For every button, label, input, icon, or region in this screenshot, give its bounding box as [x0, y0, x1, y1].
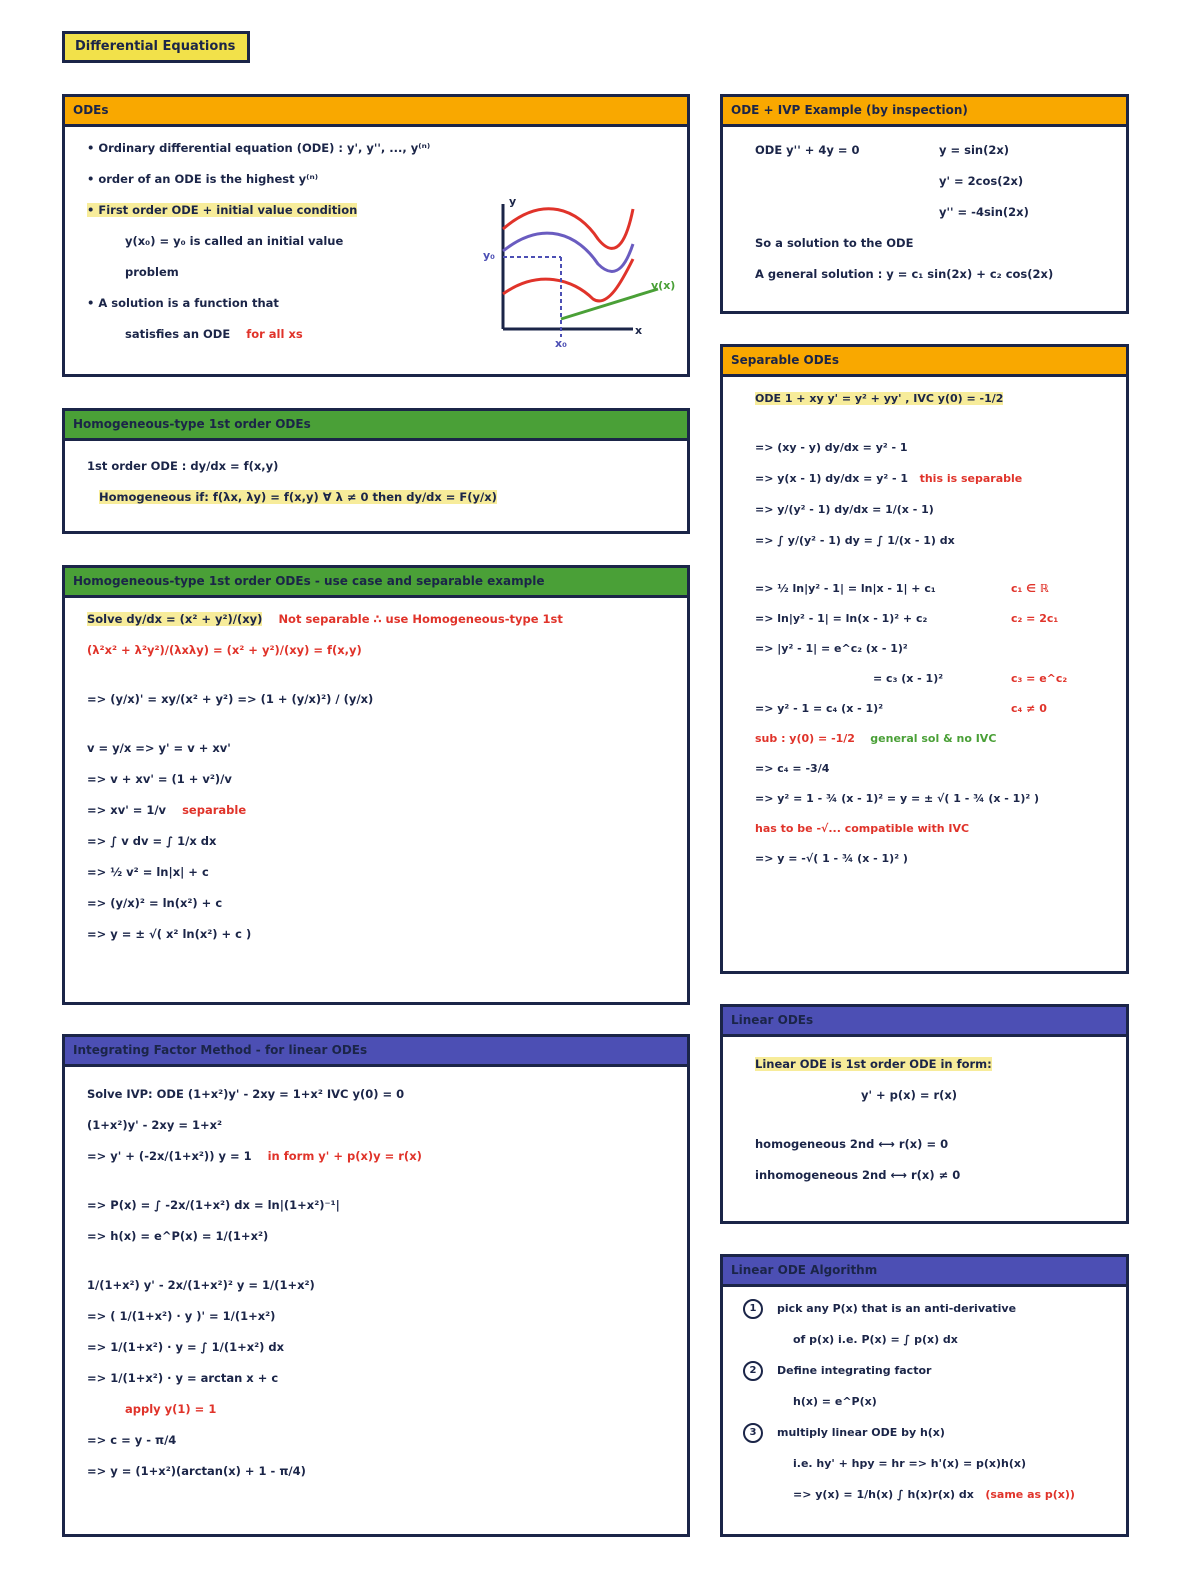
homogeneous-card — [62, 408, 690, 534]
step-number: 3 — [743, 1423, 763, 1443]
ivp-y: y = sin(2x) — [939, 143, 1010, 157]
example-line: => ∫ v dv = ∫ 1/x dx — [87, 834, 217, 848]
algorithm-header: Linear ODE Algorithm — [723, 1257, 1126, 1287]
if-line: => ( 1/(1+x²) · y )' = 1/(1+x²) — [87, 1309, 276, 1323]
if-line: => h(x) = e^P(x) = 1/(1+x²) — [87, 1229, 269, 1243]
spacer — [87, 666, 677, 684]
sub-note: sub : y(0) = -1/2 — [755, 732, 855, 745]
spacer — [87, 1172, 677, 1190]
example-line: => y = ± √( x² ln(x²) + c ) — [87, 927, 252, 941]
linear-card — [720, 1004, 1129, 1224]
solution-curves-graph — [483, 159, 693, 349]
general-note: general sol & no IVC — [870, 732, 997, 745]
sep-line: => y/(y² - 1) dy/dx = 1/(x - 1) — [755, 503, 934, 516]
y0-label: y₀ — [483, 249, 495, 262]
homog-line: 1st order ODE : dy/dx = f(x,y) — [87, 459, 279, 473]
sep-text: => ½ ln|y² - 1| = ln|x - 1| + c₁ — [755, 582, 936, 595]
green-line — [561, 289, 658, 319]
spacer — [87, 1252, 677, 1270]
solve-eq: Solve dy/dx = (x² + y²)/(xy) — [87, 612, 263, 626]
odes-line: • Ordinary differential equation (ODE) : y', y'', ..., y⁽ⁿ⁾ — [87, 141, 431, 155]
if-line: => 1/(1+x²) · y = ∫ 1/(1+x²) dx — [87, 1340, 285, 1354]
if-line: => y = (1+x²)(arctan(x) + 1 - π/4) — [87, 1464, 306, 1478]
this-is-separable: this is separable — [919, 472, 1023, 485]
ode-ivp-card — [720, 94, 1129, 314]
algorithm-body — [723, 1287, 1126, 1514]
ivp-line: A general solution : y = c₁ sin(2x) + c₂ cos(2x) — [755, 267, 1054, 281]
sep-line: => ∫ y/(y² - 1) dy = ∫ 1/(x - 1) dx — [755, 534, 955, 547]
algo-line — [743, 1355, 1116, 1386]
sep-line: => c₄ = -3/4 — [755, 762, 830, 775]
homog-example-header: Homogeneous-type 1st order ODEs - use case and separable example — [65, 568, 687, 598]
algo-line: h(x) = e^P(x) — [793, 1395, 877, 1408]
algo-text: multiply linear ODE by h(x) — [777, 1426, 945, 1439]
apply-note: apply y(1) = 1 — [125, 1402, 217, 1416]
ivp-line: So a solution to the ODE — [755, 236, 914, 250]
if-line: => P(x) = ∫ -2x/(1+x²) dx = ln|(1+x²)⁻¹| — [87, 1198, 340, 1212]
sep-line: => |y² - 1| = e^c₂ (x - 1)² — [755, 642, 908, 655]
sep-line — [755, 463, 1116, 494]
for-all-xs: for all xs — [246, 327, 303, 341]
homog-line — [87, 482, 677, 513]
integrating-body — [65, 1067, 687, 1491]
algorithm-card — [720, 1254, 1129, 1537]
not-separable: Not separable ∴ use Homogeneous-type 1st — [278, 612, 563, 626]
ivp-ypp: y'' = -4sin(2x) — [939, 205, 1029, 219]
c4-note: c₄ ≠ 0 — [1011, 702, 1047, 715]
c1-note: c₁ ∈ ℝ — [1011, 582, 1049, 595]
ivp-line — [755, 135, 1116, 166]
yx-label: y(x) — [651, 279, 676, 292]
in-form-note: in form y' + p(x)y = r(x) — [267, 1149, 422, 1163]
sep-ode: ODE 1 + xy y' = y² + yy' , IVC y(0) = -1/2 — [755, 392, 1004, 405]
algo-text: pick any P(x) that is an anti-derivative — [777, 1302, 1017, 1315]
sep-line — [755, 574, 1116, 604]
sep-line — [755, 604, 1116, 634]
if-line-text: => y' + (-2x/(1+x²)) y = 1 — [87, 1149, 252, 1163]
if-line: => c = y - π/4 — [87, 1433, 177, 1447]
example-line: => (y/x)' = xy/(x² + y²) => (1 + (y/x)²) / (y/x) — [87, 692, 374, 706]
sep-text: = c₃ (x - 1)² — [873, 672, 944, 685]
algo-line — [743, 1479, 1116, 1510]
algo-text: Define integrating factor — [777, 1364, 932, 1377]
if-line: (1+x²)y' - 2xy = 1+x² — [87, 1118, 223, 1132]
red-curve-lower — [503, 259, 633, 301]
sep-line — [755, 694, 1116, 724]
odes-line: y(x₀) = y₀ is called an initial value — [125, 234, 344, 248]
odes-card — [62, 94, 690, 377]
spacer — [87, 715, 677, 733]
sep-text: => ln|y² - 1| = ln(x - 1)² + c₂ — [755, 612, 928, 625]
linear-form: y' + p(x) = r(x) — [861, 1088, 958, 1102]
odes-line: • A solution is a function that — [87, 296, 279, 310]
page-title: Differential Equations — [62, 31, 250, 63]
sep-line — [755, 664, 1116, 694]
integrating-card — [62, 1034, 690, 1537]
sep-line — [755, 724, 1116, 754]
homog-example-card — [62, 565, 690, 1005]
if-line: 1/(1+x²) y' - 2x/(1+x²)² y = 1/(1+x²) — [87, 1278, 315, 1292]
homog-example-body — [65, 598, 687, 954]
c2-note: c₂ = 2c₁ — [1011, 612, 1059, 625]
if-line: => 1/(1+x²) · y = arctan x + c — [87, 1371, 279, 1385]
sep-line — [755, 383, 1116, 414]
linear-line: inhomogeneous 2nd ⟷ r(x) ≠ 0 — [755, 1168, 961, 1182]
algo-line: i.e. hy' + hpy = hr => h'(x) = p(x)h(x) — [793, 1457, 1026, 1470]
scaled-line: (λ²x² + λ²y²)/(λxλy) = (x² + y²)/(xy) = f(x,y) — [87, 643, 362, 657]
algo-text: => y(x) = 1/h(x) ∫ h(x)r(x) dx — [793, 1488, 974, 1501]
sep-line: => (xy - y) dy/dx = y² - 1 — [755, 441, 908, 454]
homogeneous-header: Homogeneous-type 1st order ODEs — [65, 411, 687, 441]
homogeneous-body — [65, 441, 687, 517]
if-line — [87, 1141, 677, 1172]
ode-ivp-header: ODE + IVP Example (by inspection) — [723, 97, 1126, 127]
odes-line: • order of an ODE is the highest y⁽ⁿ⁾ — [87, 172, 319, 186]
ivp-line — [755, 197, 1116, 228]
algo-line — [743, 1293, 1116, 1324]
sep-text: => y(x - 1) dy/dx = y² - 1 — [755, 472, 909, 485]
example-line — [87, 795, 677, 826]
linear-line — [755, 1080, 1116, 1111]
ode-ivp-body — [723, 127, 1126, 294]
example-line: => (y/x)² = ln(x²) + c — [87, 896, 223, 910]
x0-label: x₀ — [555, 337, 567, 349]
ivp-yp: y' = 2cos(2x) — [939, 174, 1024, 188]
has-to-be-note: has to be -√... compatible with IVC — [755, 822, 970, 835]
purple-curve — [503, 233, 633, 271]
odes-header: ODEs — [65, 97, 687, 127]
c3-note: c₃ = e^c₂ — [1011, 672, 1068, 685]
example-line: v = y/x => y' = v + xv' — [87, 741, 231, 755]
spacer — [755, 556, 1116, 574]
linear-header: Linear ODEs — [723, 1007, 1126, 1037]
x-axis-label: x — [635, 324, 643, 337]
highlight: • First order ODE + initial value condition — [87, 203, 358, 217]
ivp-line — [755, 166, 1116, 197]
same-as-note: (same as p(x)) — [985, 1488, 1075, 1501]
solve-line — [87, 604, 677, 635]
example-line-text: => xv' = 1/v — [87, 803, 167, 817]
separable-header: Separable ODEs — [723, 347, 1126, 377]
homog-def: Homogeneous if: f(λx, λy) = f(x,y) ∀ λ ≠ 0 then dy/dx = F(y/x) — [99, 490, 497, 504]
spacer — [755, 414, 1116, 432]
step-number: 1 — [743, 1299, 763, 1319]
linear-line — [755, 1049, 1116, 1080]
odes-line: problem — [125, 265, 179, 279]
separable-note: separable — [182, 803, 247, 817]
sep-line: => y² = 1 - ¾ (x - 1)² = y = ± √( 1 - ¾ (x - 1)² ) — [755, 792, 1040, 805]
red-curve-upper — [503, 209, 633, 249]
separable-card — [720, 344, 1129, 974]
linear-body — [723, 1037, 1126, 1195]
if-line: Solve IVP: ODE (1+x²)y' - 2xy = 1+x² IVC y(0) = 0 — [87, 1087, 405, 1101]
y-axis-label: y — [509, 195, 517, 208]
sep-text: => y² - 1 = c₄ (x - 1)² — [755, 702, 884, 715]
example-line: => ½ v² = ln|x| + c — [87, 865, 209, 879]
step-number: 2 — [743, 1361, 763, 1381]
separable-body — [723, 377, 1126, 878]
linear-def: Linear ODE is 1st order ODE in form: — [755, 1057, 992, 1071]
algo-line — [743, 1417, 1116, 1448]
algo-line: of p(x) i.e. P(x) = ∫ p(x) dx — [793, 1333, 958, 1346]
ivp-ode: ODE y'' + 4y = 0 — [755, 143, 860, 157]
integrating-header: Integrating Factor Method - for linear ODEs — [65, 1037, 687, 1067]
spacer — [755, 1111, 1116, 1129]
example-line: => v + xv' = (1 + v²)/v — [87, 772, 232, 786]
sep-line: => y = -√( 1 - ¾ (x - 1)² ) — [755, 852, 908, 865]
odes-line-text: satisfies an ODE — [125, 327, 231, 341]
linear-line: homogeneous 2nd ⟷ r(x) = 0 — [755, 1137, 949, 1151]
